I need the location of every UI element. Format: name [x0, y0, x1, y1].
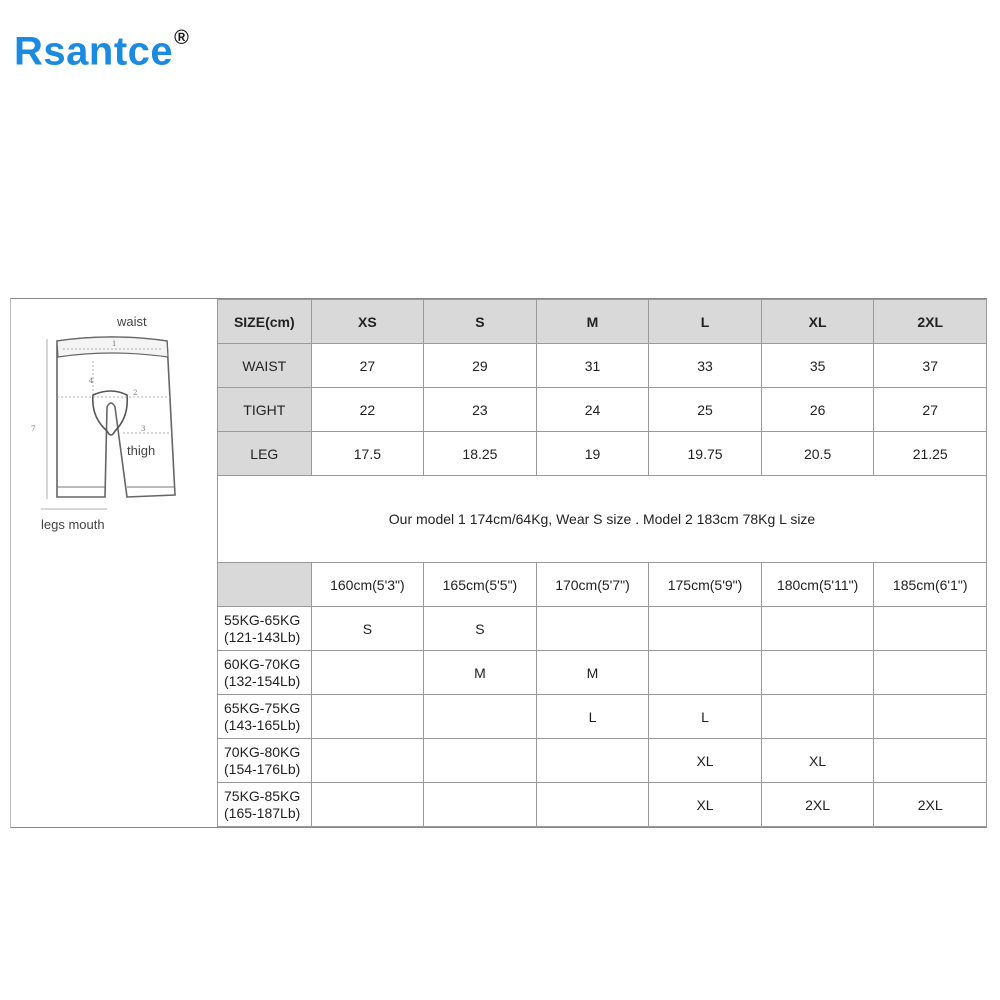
size-chart-sheet	[10, 298, 987, 828]
fit-cell: XL	[761, 739, 874, 783]
row-label: LEG	[218, 432, 312, 476]
table-cell: 22	[311, 388, 424, 432]
fit-row	[218, 651, 987, 695]
table-cell: 29	[424, 344, 537, 388]
fit-row	[218, 783, 987, 827]
fit-cell	[311, 739, 424, 783]
brand-name: Rsantce	[14, 29, 174, 74]
svg-text:4: 4	[89, 377, 94, 385]
model-note: Our model 1 174cm/64Kg, Wear S size . Model 2 183cm 78Kg L size	[218, 476, 987, 563]
brand-logo	[14, 14, 189, 81]
thigh-label: thigh	[127, 443, 156, 458]
table-cell: 27	[874, 388, 987, 432]
weight-label	[218, 607, 312, 651]
fit-cell: 2XL	[874, 783, 987, 827]
weight-kg: 70KG-80KG	[224, 743, 301, 760]
table-cell: 20.5	[761, 432, 874, 476]
fit-cell	[874, 651, 987, 695]
fit-cell	[649, 651, 762, 695]
fit-cell	[874, 739, 987, 783]
size-header-row	[218, 300, 987, 344]
size-chart-table	[217, 299, 987, 827]
size-header-cell: 2XL	[874, 300, 987, 344]
height-header-cell: 175cm(5'9")	[649, 563, 762, 607]
svg-text:7: 7	[31, 425, 36, 433]
height-header-cell: 180cm(5'11")	[761, 563, 874, 607]
table-cell: 37	[874, 344, 987, 388]
fit-cell: L	[536, 695, 649, 739]
weight-lb: (121-143Lb)	[224, 628, 301, 645]
weight-label	[218, 783, 312, 827]
weight-lb: (143-165Lb)	[224, 716, 301, 733]
table-cell: 21.25	[874, 432, 987, 476]
table-cell: 26	[761, 388, 874, 432]
fit-cell	[536, 607, 649, 651]
svg-text:1: 1	[112, 340, 117, 348]
table-cell: 31	[536, 344, 649, 388]
fit-cell: XL	[649, 739, 762, 783]
fit-row	[218, 695, 987, 739]
weight-lb: (165-187Lb)	[224, 804, 301, 821]
table-cell: 25	[649, 388, 762, 432]
weight-kg: 55KG-65KG	[224, 611, 301, 628]
fit-cell	[424, 783, 537, 827]
table-cell: 18.25	[424, 432, 537, 476]
weight-lb: (132-154Lb)	[224, 672, 301, 689]
height-header-row	[218, 563, 987, 607]
svg-text:3: 3	[141, 425, 146, 433]
registered-mark: ®	[174, 27, 190, 49]
table-cell: 23	[424, 388, 537, 432]
table-cell: 35	[761, 344, 874, 388]
fit-cell	[761, 651, 874, 695]
model-note-row	[218, 476, 987, 563]
fit-cell	[311, 783, 424, 827]
height-header-cell: 160cm(5'3")	[311, 563, 424, 607]
weight-label	[218, 651, 312, 695]
measurement-row-leg	[218, 432, 987, 476]
size-header-cell: XS	[311, 300, 424, 344]
measurement-row-waist	[218, 344, 987, 388]
weight-label	[218, 695, 312, 739]
fit-cell	[874, 695, 987, 739]
fit-cell	[311, 651, 424, 695]
svg-text:2: 2	[133, 389, 138, 397]
fit-cell	[424, 695, 537, 739]
fit-cell	[536, 739, 649, 783]
row-label: WAIST	[218, 344, 312, 388]
table-cell: 19.75	[649, 432, 762, 476]
fit-cell	[536, 783, 649, 827]
fit-cell	[311, 695, 424, 739]
fit-cell	[874, 607, 987, 651]
weight-kg: 65KG-75KG	[224, 699, 301, 716]
fit-cell: XL	[649, 783, 762, 827]
corner-cell	[218, 563, 312, 607]
size-header-cell: S	[424, 300, 537, 344]
shorts-diagram	[11, 299, 217, 562]
row-label: TIGHT	[218, 388, 312, 432]
size-header-cell: L	[649, 300, 762, 344]
fit-cell: S	[424, 607, 537, 651]
size-header-cell: SIZE(cm)	[218, 300, 312, 344]
weight-lb: (154-176Lb)	[224, 760, 301, 777]
table-cell: 33	[649, 344, 762, 388]
weight-label	[218, 739, 312, 783]
table-cell: 27	[311, 344, 424, 388]
weight-kg: 75KG-85KG	[224, 787, 301, 804]
height-header-cell: 170cm(5'7")	[536, 563, 649, 607]
fit-cell: 2XL	[761, 783, 874, 827]
table-cell: 17.5	[311, 432, 424, 476]
weight-kg: 60KG-70KG	[224, 655, 301, 672]
table-cell: 24	[536, 388, 649, 432]
fit-cell: L	[649, 695, 762, 739]
fit-cell	[761, 607, 874, 651]
height-header-cell: 185cm(6'1")	[874, 563, 987, 607]
size-header-cell: M	[536, 300, 649, 344]
fit-row	[218, 739, 987, 783]
height-header-cell: 165cm(5'5")	[424, 563, 537, 607]
table-cell: 19	[536, 432, 649, 476]
size-header-cell: XL	[761, 300, 874, 344]
fit-cell: M	[536, 651, 649, 695]
measurement-row-tight	[218, 388, 987, 432]
fit-cell: M	[424, 651, 537, 695]
waist-label: waist	[117, 314, 147, 329]
fit-cell	[649, 607, 762, 651]
fit-cell: S	[311, 607, 424, 651]
fit-cell	[424, 739, 537, 783]
fit-cell	[761, 695, 874, 739]
fit-row	[218, 607, 987, 651]
legs-mouth-label: legs mouth	[41, 517, 105, 532]
